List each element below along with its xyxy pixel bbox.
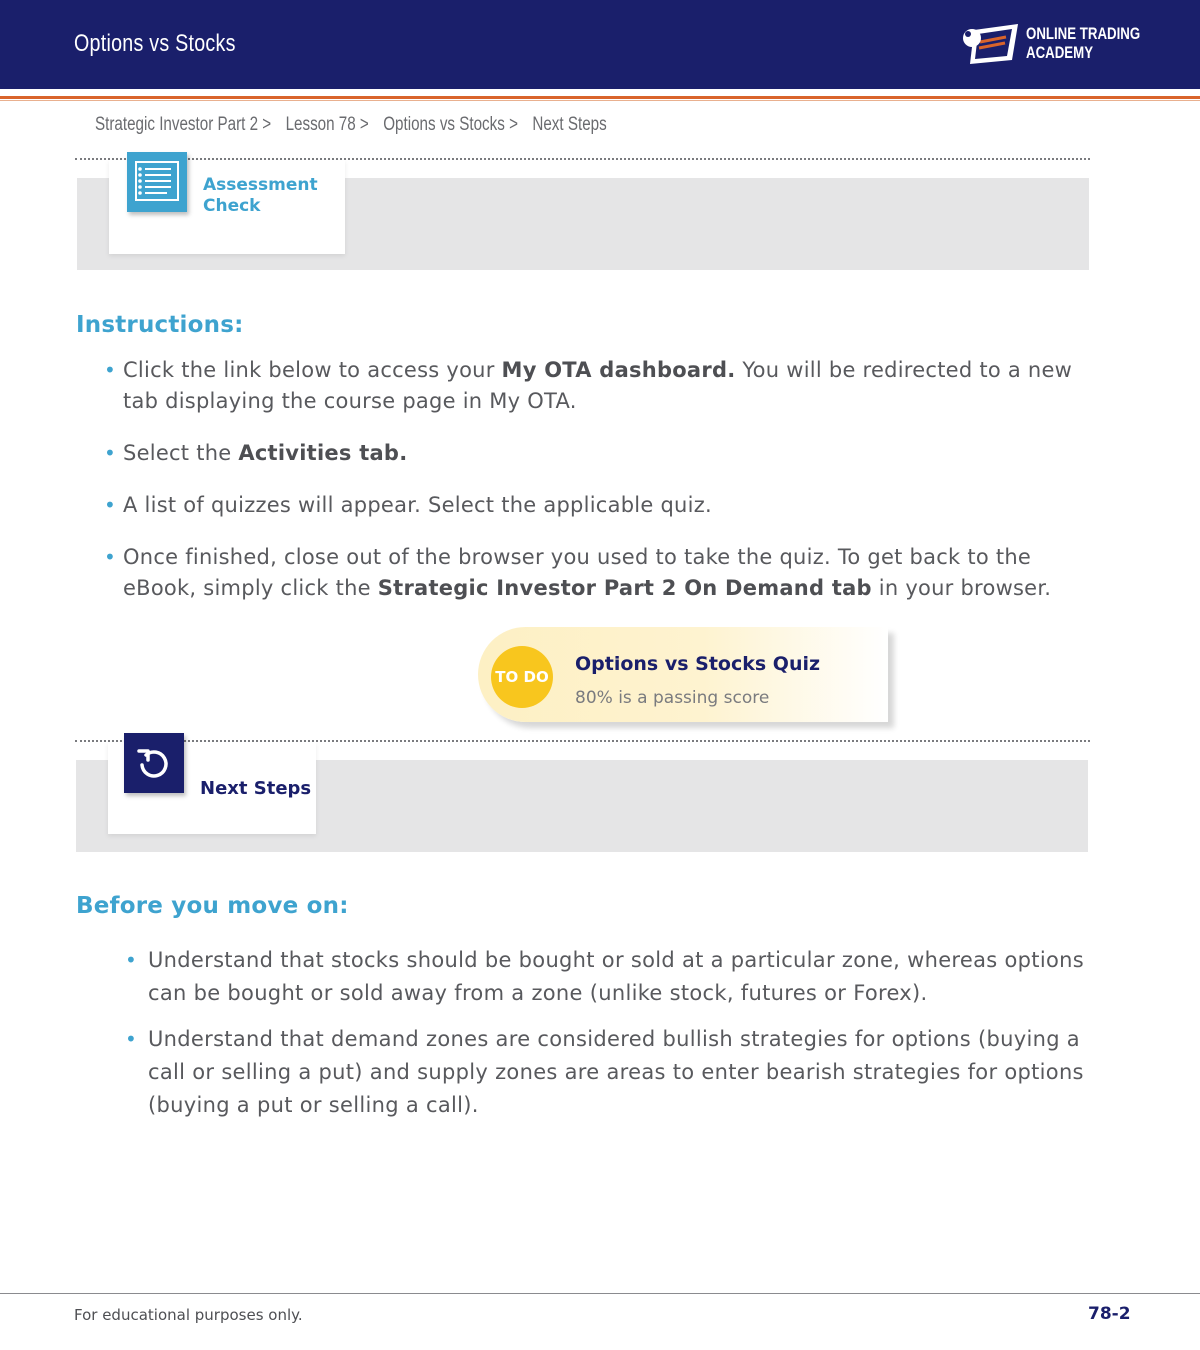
breadcrumb: [95, 114, 621, 136]
checklist-icon: [127, 152, 187, 212]
breadcrumb-item[interactable]: Next Steps: [532, 114, 607, 135]
document-title: Options vs Stocks: [74, 30, 236, 57]
instructions-list: [104, 355, 1084, 625]
quiz-passing-score: 80% is a passing score: [575, 688, 770, 708]
list-item: • Understand that demand zones are considered bullish strategies for options (buying a call or selling a put) and supply zones are areas to enter bearish strategies for options (buying a put or selling a call).: [125, 1023, 1095, 1122]
footer-disclaimer: For educational purposes only.: [74, 1306, 303, 1324]
logo-line2: ACADEMY: [1026, 43, 1094, 62]
footer-rule: [0, 1293, 1200, 1294]
before-list: [125, 944, 1095, 1135]
todo-badge: TO DO: [491, 646, 553, 708]
page-header: [0, 0, 1200, 89]
breadcrumb-item[interactable]: Options vs Stocks >: [383, 114, 518, 135]
list-item: • Select the Activities tab.: [104, 438, 1084, 469]
page-number: 78-2: [1088, 1304, 1131, 1324]
list-item: • Click the link below to access your My OTA dashboard. You will be redirected to a new tab displaying the course page in My OTA.: [104, 355, 1084, 417]
list-item: • Once finished, close out of the browser you used to take the quiz. To get back to the eBook, simply click the Strategic Investor Part 2 On Demand tab in your browser.: [104, 542, 1084, 604]
breadcrumb-item[interactable]: Lesson 78 >: [285, 114, 369, 135]
dashboard-link[interactable]: My OTA dashboard.: [501, 358, 736, 382]
assessment-heading: Assessment Check: [203, 175, 318, 216]
header-accent-rule-thin: [0, 100, 1200, 101]
next-steps-heading: Next Steps: [200, 778, 312, 799]
logo-line1: ONLINE TRADING: [1026, 24, 1141, 43]
quiz-title[interactable]: Options vs Stocks Quiz: [575, 653, 821, 675]
instructions-heading: Instructions:: [76, 312, 244, 338]
ota-logo: [960, 20, 1141, 68]
refresh-icon: [124, 733, 184, 793]
before-heading: Before you move on:: [76, 893, 349, 919]
quiz-card[interactable]: [478, 627, 888, 722]
header-accent-rule: [0, 96, 1200, 99]
logo-mark-icon: [960, 20, 1022, 66]
breadcrumb-item[interactable]: Strategic Investor Part 2 >: [95, 114, 272, 135]
list-item: • A list of quizzes will appear. Select the applicable quiz.: [104, 490, 1084, 521]
list-item: • Understand that stocks should be bought or sold at a particular zone, whereas options can be bought or sold away from a zone (unlike stock, futures or Forex).: [125, 944, 1095, 1010]
